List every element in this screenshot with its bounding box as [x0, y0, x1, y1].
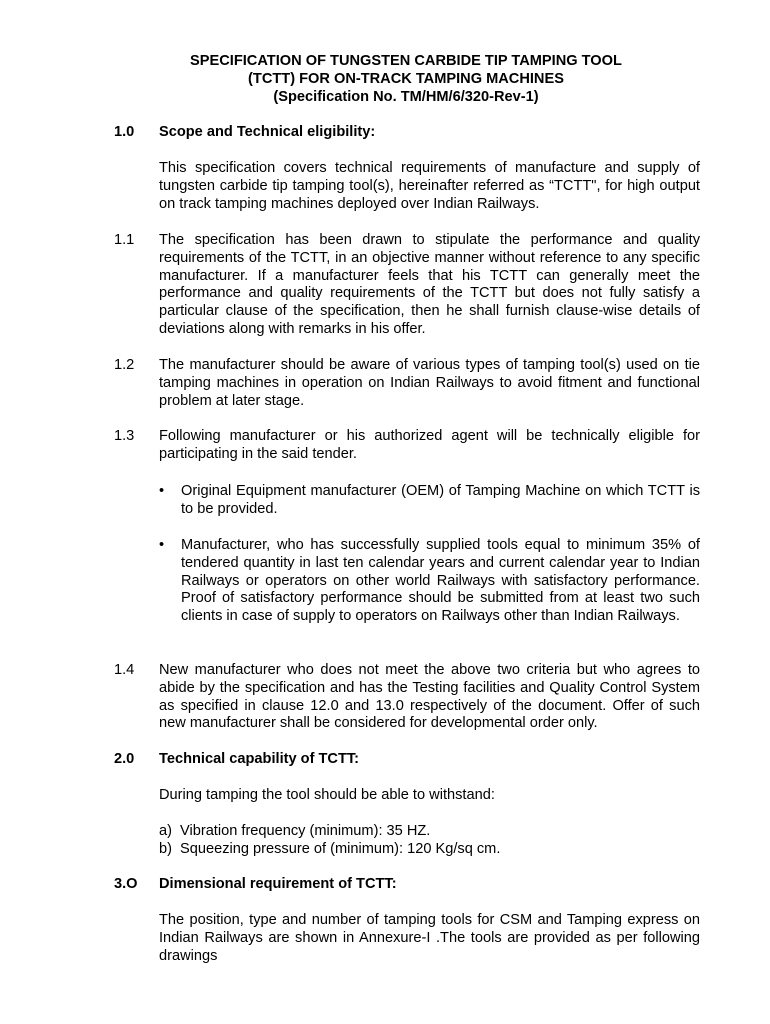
section-number: 1.0 [114, 124, 135, 140]
list-item-label: a) [159, 823, 172, 839]
paragraph: The position, type and number of tamping tools for CSM and Tamping express on Indian Railways are shown in Annexure-I .The tools are provided as per following drawings [159, 912, 700, 964]
section-1-0-heading [114, 124, 700, 142]
section-heading: Scope and Technical eligibility: [159, 124, 376, 140]
bullet-icon: • [159, 537, 165, 553]
paragraph: The manufacturer should be aware of various types of tamping tool(s) used on tie tamping machines in operation on Indian Railways to avoid fitment and functional problem at later stage. [159, 357, 700, 409]
list-item [159, 841, 700, 859]
capability-list [159, 823, 700, 859]
section-number: 3.O [114, 876, 138, 892]
section-number: 1.3 [114, 428, 135, 444]
section-3-0-heading [114, 876, 700, 894]
list-item [159, 483, 700, 519]
eligibility-bullet-list [159, 483, 700, 519]
section-1-3 [114, 428, 700, 464]
paragraph: The specification has been drawn to stipulate the performance and quality requirements of the TCTT, in an objective manner without reference to any specific manufacturer. If a manufacturer feels that his TCTT can generally meet the performance and quality requirements of the TCTT but does not fully satisfy a particular clause of the specification, then he shall furnish clause-wise details of deviations along with remarks in his offer. [159, 232, 700, 337]
section-1-0-text [114, 160, 700, 213]
list-item [159, 823, 700, 841]
section-1-4 [114, 662, 700, 733]
paragraph: Following manufacturer or his authorized agent will be technically eligible for participating in the said tender. [159, 428, 700, 462]
section-number: 1.4 [114, 662, 135, 678]
section-heading: Technical capability of TCTT: [159, 751, 360, 767]
section-1-1 [114, 232, 700, 339]
list-item [159, 537, 700, 626]
paragraph: New manufacturer who does not meet the above two criteria but who agrees to abide by the specification and has the Testing facilities and Quality Control System as specified in clause 12.0 and 13.0 respectively of the document. Offer of such new manufacturer shall be considered for developmental order only. [159, 662, 700, 732]
bullet-icon: • [159, 483, 165, 499]
section-3-0-text [114, 912, 700, 965]
list-item-text: Manufacturer, who has successfully supplied tools equal to minimum 35% of tendered quantity in last ten calendar years and current calendar year to Indian Railways or operators on other world Railways with satisfactory performance. Proof of satisfactory performance should be submitted from at least two such clients in case of supply to operators on Railways other than Indian Railways. [181, 537, 700, 625]
section-number: 1.1 [114, 232, 135, 248]
paragraph: During tamping the tool should be able to withstand: [159, 787, 495, 803]
section-number: 2.0 [114, 751, 135, 767]
section-2-0-text [114, 787, 700, 805]
section-heading: Dimensional requirement of TCTT: [159, 876, 397, 892]
paragraph: This specification covers technical requirements of manufacture and supply of tungsten carbide tip tamping tool(s), hereinafter referred as “TCTT", for high output on track tamping machines deployed over Indian Railways. [159, 160, 700, 212]
list-item-label: b) [159, 840, 172, 857]
document-title [100, 52, 712, 106]
list-item-text: Vibration frequency (minimum): 35 HZ. [180, 823, 431, 839]
list-item-text: Squeezing pressure of (minimum): 120 Kg/sq cm. [180, 840, 501, 857]
title-line-2: (TCTT) FOR ON-TRACK TAMPING MACHINES [248, 71, 564, 87]
section-number: 1.2 [114, 357, 135, 373]
section-1-2 [114, 357, 700, 410]
title-line-1: SPECIFICATION OF TUNGSTEN CARBIDE TIP TAMPING TOOL [190, 53, 622, 69]
title-line-3: (Specification No. TM/HM/6/320-Rev-1) [273, 89, 539, 105]
section-2-0-heading [114, 751, 700, 769]
list-item-text: Original Equipment manufacturer (OEM) of Tamping Machine on which TCTT is to be provided. [181, 483, 700, 517]
eligibility-bullet-list-2 [159, 537, 700, 626]
